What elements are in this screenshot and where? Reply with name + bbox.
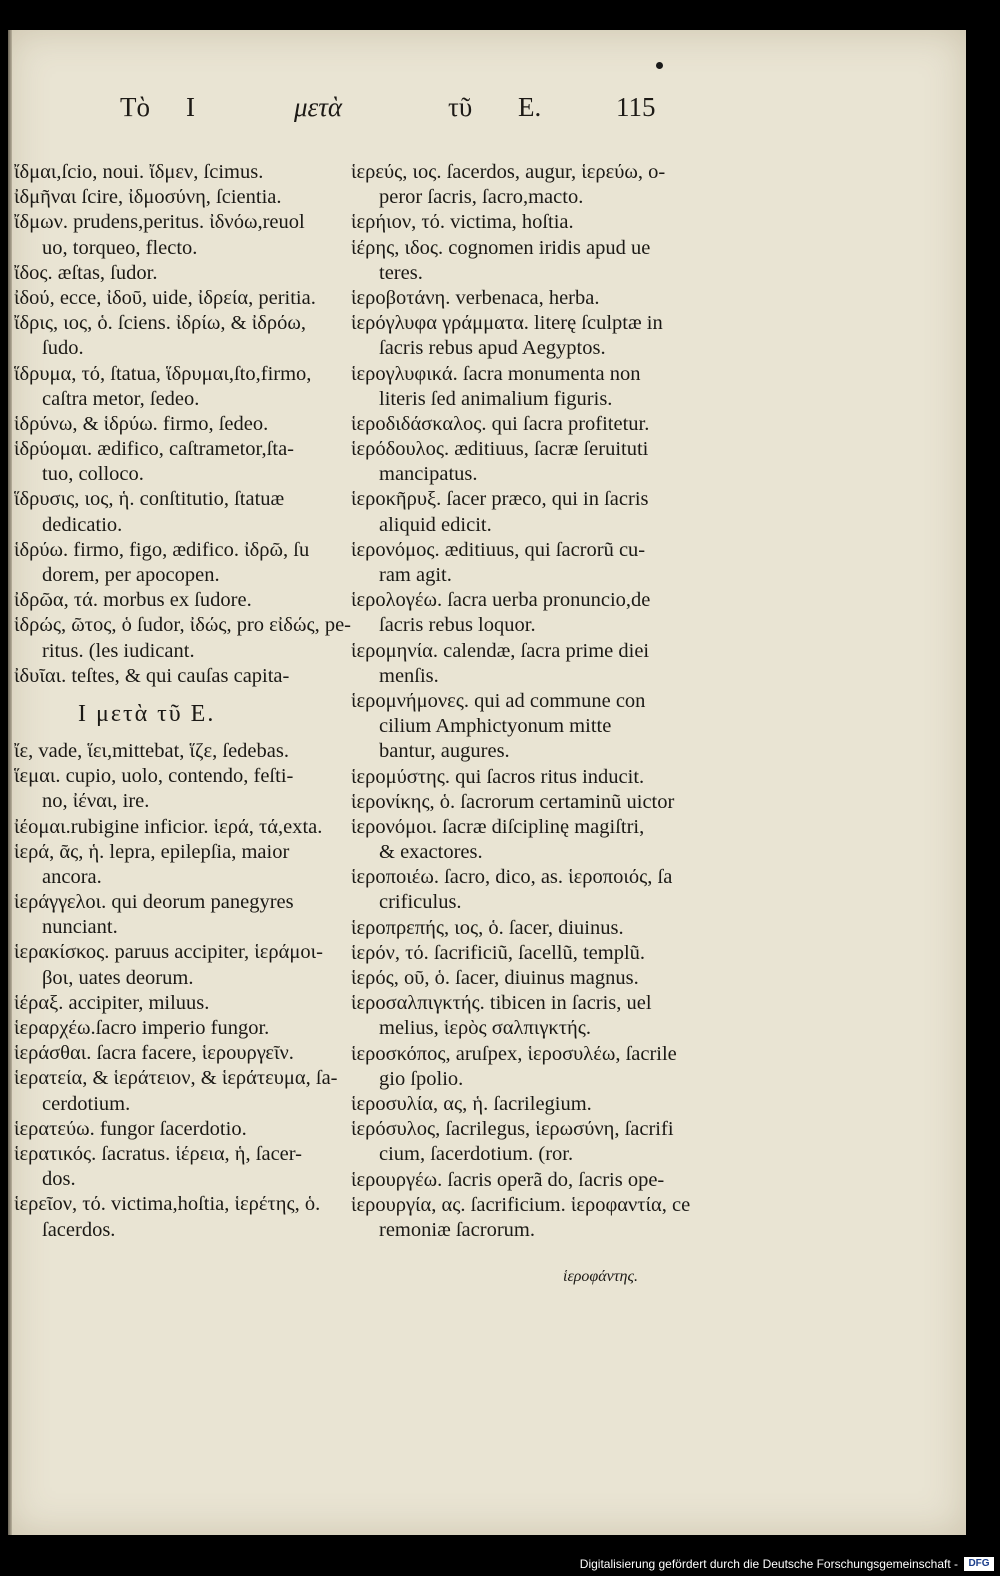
dictionary-line: βοι, uates deorum. — [42, 966, 194, 989]
dictionary-line: ἱερατεία, & ἱεράτειον, & ἱεράτευμα, ſa- — [14, 1067, 338, 1090]
dictionary-line: ἱεροδιδάσκαλος. qui ſacra profitetur. — [351, 412, 650, 435]
dictionary-line: ἱερομύστης. qui ſacros ritus inducit. — [351, 765, 645, 788]
dictionary-line: ἱερονόμος. æditiuus, qui ſacrorũ cu- — [351, 538, 646, 561]
dictionary-line: menſis. — [379, 664, 439, 687]
dictionary-line: ἵδρυμα, τό, ſtatua, ἵδρυμαι,ſto,firmo, — [14, 362, 312, 385]
dictionary-line: ἱερά, ᾶς, ἡ. lepra, epilepſia, maior — [14, 840, 290, 863]
dictionary-line: melius, ἱερὸς σαλπιγκτής. — [379, 1017, 591, 1040]
dictionary-line: ἱεραρχέω.ſacro imperio fungor. — [14, 1017, 270, 1039]
dictionary-line: ἰδού, ecce, ἰδοῦ, uide, ἰδρεία, peritia. — [14, 286, 316, 309]
running-header — [8, 92, 966, 132]
dictionary-line: ἱερόδουλος. æditiuus, ſacræ ſeruituti — [351, 438, 649, 461]
dictionary-line: cium, ſacerdotium. (ror. — [379, 1143, 574, 1166]
dictionary-line: ancora. — [42, 865, 102, 888]
dictionary-line: mancipatus. — [379, 463, 478, 486]
dictionary-line: cerdotium. — [42, 1092, 131, 1115]
dictionary-line: ἱέρης, ιδος. cognomen iridis apud ue — [351, 236, 651, 259]
dictionary-line: ἱερόν, τό. ſacrificiũ, ſacellũ, templũ. — [351, 941, 646, 964]
dictionary-line: ἱερός, οῦ, ὁ. ſacer, diuinus magnus. — [351, 967, 639, 989]
dictionary-line: ἱερεῖον, τό. victima,hoſtia, ἱερέτης, ὁ. — [14, 1193, 321, 1216]
dictionary-line: ἴδμαι,ſcio, noui. ἴδμεν, ſcimus. — [14, 161, 264, 183]
dictionary-line: ſacris rebus loquor. — [379, 614, 536, 637]
dictionary-line: ἱερατεύω. fungor ſacerdotio. — [14, 1117, 247, 1140]
dictionary-line: ἴε, vade, ἵει,mittebat, ἵζε, ſedebas. — [14, 739, 289, 762]
dictionary-line: ἱεροσκόπος, aruſpex, ἱεροσυλέω, ſacrile — [351, 1042, 677, 1065]
dictionary-line: ritus. (les iudicant. — [42, 639, 195, 662]
dictionary-line: tuo, colloco. — [42, 463, 144, 486]
dictionary-line: ἱεράσθαι. ſacra facere, ἱερουργεῖν. — [14, 1042, 294, 1065]
dictionary-line: ἱερατικός. ſacratus. ἱέρεια, ἡ, ſacer- — [14, 1142, 303, 1165]
dictionary-line: dedicatio. — [42, 513, 123, 536]
dictionary-line: ἱδρύω. firmo, figo, ædifico. ἰδρῶ, ſu — [14, 538, 310, 561]
dictionary-line: ram agit. — [379, 564, 452, 586]
dictionary-line: ἰέομαι.rubigine inficior. ἱερά, τά,exta. — [14, 815, 323, 838]
dictionary-line: ἱεροκῆρυξ. ſacer præco, qui in ſacris — [351, 488, 649, 511]
dictionary-line: gio ſpolio. — [379, 1067, 464, 1090]
footer-credit: Digitalisierung gefördert durch die Deutsche Forschungsgemeinschaft - — [579, 1557, 958, 1571]
dictionary-line: caſtra metor, ſedeo. — [42, 387, 200, 410]
dictionary-line: ἴδρις, ιος, ὁ. ſciens. ἰδρίω, & ἰδρόω, — [14, 312, 306, 335]
dictionary-line: ſudo. — [42, 337, 84, 360]
catchword: ἱεροφάντης. — [563, 1268, 638, 1285]
dictionary-line: aliquid edicit. — [379, 513, 492, 536]
page-edge — [8, 30, 12, 1535]
dictionary-line: ἱερόσυλος, ſacrilegus, ἱερωσύνη, ſacrifi — [351, 1118, 674, 1141]
dictionary-line: ἱερονίκης, ὁ. ſacrorum certaminũ uictor — [351, 790, 675, 813]
dictionary-line: dorem, per apocopen. — [42, 564, 220, 586]
header-left-a: Τὸ — [120, 92, 150, 122]
section-heading: Ι μετὰ τῦ Ε. — [78, 700, 216, 727]
dictionary-line: ἴδος. æſtas, ſudor. — [14, 261, 158, 284]
dictionary-line: ἰδρῶα, τά. morbus ex ſudore. — [14, 589, 252, 612]
dictionary-line: ἵεμαι. cupio, uolo, contendo, feſti- — [14, 765, 294, 788]
dictionary-line: ἱεροπρεπής, ιος, ὁ. ſacer, diuinus. — [351, 916, 624, 939]
header-center: μετὰ — [294, 92, 343, 122]
header-right-a: τῦ — [448, 92, 473, 122]
dictionary-line: ἱδρύνω, & ἱδρύω. firmo, ſedeo. — [14, 412, 269, 435]
dictionary-line: ἱερόγλυφα γράμματα. literę ſculptæ in — [351, 312, 663, 335]
dictionary-line: dos. — [42, 1168, 76, 1191]
ink-dot — [656, 62, 663, 69]
dictionary-line: crificulus. — [379, 891, 462, 914]
dictionary-line: no, ἰέναι, ire. — [42, 790, 150, 813]
dictionary-line: ἴδμων. prudens,peritus. ἰδνόω,reuol — [14, 211, 305, 234]
dictionary-line: ſacris rebus apud Aegyptos. — [379, 337, 606, 360]
header-right-b: Ε. — [518, 92, 542, 122]
dictionary-line: ἱεροσυλία, ας, ἡ. ſacrilegium. — [351, 1092, 592, 1115]
dictionary-line: ἱερακίσκος. paruus accipiter, ἱεράμοι- — [14, 941, 323, 964]
dictionary-line: ἵδρυσις, ιος, ἡ. conſtitutio, ſtatuæ — [14, 488, 285, 511]
dictionary-line: ἱερεύς, ιος. ſacerdos, augur, ἱερεύω, o- — [351, 161, 666, 183]
dictionary-line: ἱερογλυφικά. ſacra monumenta non — [351, 362, 641, 385]
right-column-entries — [351, 160, 691, 1243]
dictionary-line: ἰδυῖαι. teſtes, & qui cauſas capita- — [14, 664, 290, 687]
dictionary-line: ſacerdos. — [42, 1218, 116, 1241]
dictionary-line: ἱερομηνία. calendæ, ſacra prime diei — [351, 639, 650, 662]
dictionary-line: ἱερομνήμονες. qui ad commune con — [351, 689, 646, 712]
footer-bar — [0, 1552, 1000, 1576]
dictionary-line: ἱδρύομαι. ædifico, caſtrametor,ſta- — [14, 438, 294, 461]
dictionary-line: nunciant. — [42, 916, 118, 939]
dictionary-line: bantur, augures. — [379, 740, 510, 763]
dictionary-line: ἱεράγγελοι. qui deorum panegyres — [14, 891, 294, 914]
dictionary-line: ἱερουργέω. ſacris operã do, ſacris ope- — [351, 1168, 665, 1191]
dictionary-line: ἱέραξ. accipiter, miluus. — [14, 991, 210, 1014]
book-page — [8, 30, 966, 1535]
dictionary-line: cilium Amphictyonum mitte — [379, 715, 612, 738]
dictionary-line: remoniæ ſacrorum. — [379, 1218, 535, 1241]
dictionary-line: ἱερήιον, τό. victima, hoſtia. — [351, 211, 574, 234]
dictionary-line: ἰδμῆναι ſcire, ἰδμοσύνη, ſcientia. — [14, 186, 282, 209]
dictionary-line: ἱερουργία, ας. ſacrificium. ἱεροφαντία, ce — [351, 1193, 691, 1216]
dictionary-line: ἱεροσαλπιγκτής. tibicen in ſacris, uel — [351, 992, 652, 1015]
page-number: 115 — [616, 92, 656, 122]
left-column-entries-a — [14, 160, 351, 689]
dictionary-line: teres. — [379, 261, 423, 284]
dictionary-line: uo, torqueo, flecto. — [42, 236, 198, 259]
dictionary-line: peror ſacris, ſacro,macto. — [379, 186, 584, 209]
dfg-logo: DFG — [964, 1557, 994, 1571]
left-column — [14, 160, 351, 1243]
dictionary-line: ἱεροβοτάνη. verbenaca, herba. — [351, 286, 600, 309]
dictionary-line: ἱεροποιέω. ſacro, dico, as. ἱεροποιός, ſa — [351, 866, 673, 889]
dictionary-line: ἱδρώς, ῶτος, ὁ ſudor, ἰδώς, pro εἰδώς, pe- — [14, 614, 351, 637]
left-column-entries-b — [14, 739, 344, 1243]
dictionary-line: ἱερονόμοι. ſacræ diſciplinę magiſtri, — [351, 815, 645, 838]
header-left-b: Ι — [186, 92, 195, 122]
dictionary-line: ἱερολογέω. ſacra uerba pronuncio,de — [351, 589, 651, 612]
dictionary-line: & exactores. — [379, 841, 483, 864]
dictionary-line: literis ſed animalium figuris. — [379, 387, 613, 410]
right-column — [351, 160, 691, 1243]
